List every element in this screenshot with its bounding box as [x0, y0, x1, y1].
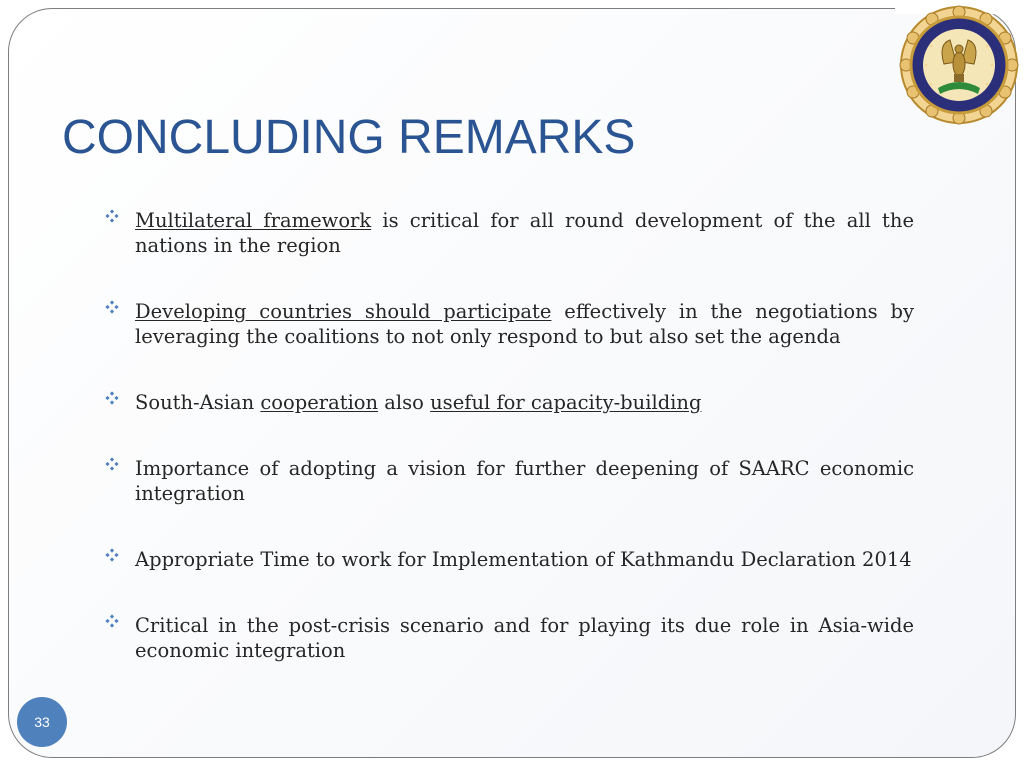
bullet-text: Importance of adopting a vision for further deepening of SAARC economic integration: [135, 457, 914, 505]
list-item: [104, 390, 914, 415]
diamond-bullet-icon: [105, 300, 119, 314]
diamond-bullet-icon: [105, 614, 119, 628]
bullet-text: is critical for all round development of the all the nations in the region: [135, 209, 914, 257]
slide-title: CONCLUDING REMARKS: [62, 111, 636, 164]
bullet-emphasis: Multilateral framework: [135, 209, 372, 232]
bullet-text: Appropriate Time to work for Implementation of Kathmandu Declaration 2014: [135, 548, 912, 571]
diamond-bullet-icon: [105, 209, 119, 223]
diamond-bullet-icon: [105, 548, 119, 562]
bullet-text: Critical in the post-crisis scenario and for playing its due role in Asia-wide economic integration: [135, 614, 914, 662]
diamond-bullet-icon: [105, 457, 119, 471]
list-item: [104, 456, 914, 506]
bullet-text: South-Asian: [135, 391, 261, 414]
icai-emblem-icon: [898, 4, 1020, 126]
bullet-emphasis: useful for capacity-building: [430, 391, 702, 414]
page-number-badge: 33: [17, 697, 67, 747]
list-item: [104, 547, 914, 572]
bullet-text: effectively in the negotiations by leveraging the coalitions to not only respond to but also set the agenda: [135, 300, 914, 348]
list-item: [104, 613, 914, 663]
bullet-emphasis: cooperation: [260, 391, 379, 414]
bullet-list: [104, 208, 914, 704]
list-item: [104, 208, 914, 258]
bullet-text: also: [378, 391, 431, 414]
diamond-bullet-icon: [105, 391, 119, 405]
list-item: [104, 299, 914, 349]
bullet-emphasis: Developing countries should participate: [135, 300, 552, 323]
